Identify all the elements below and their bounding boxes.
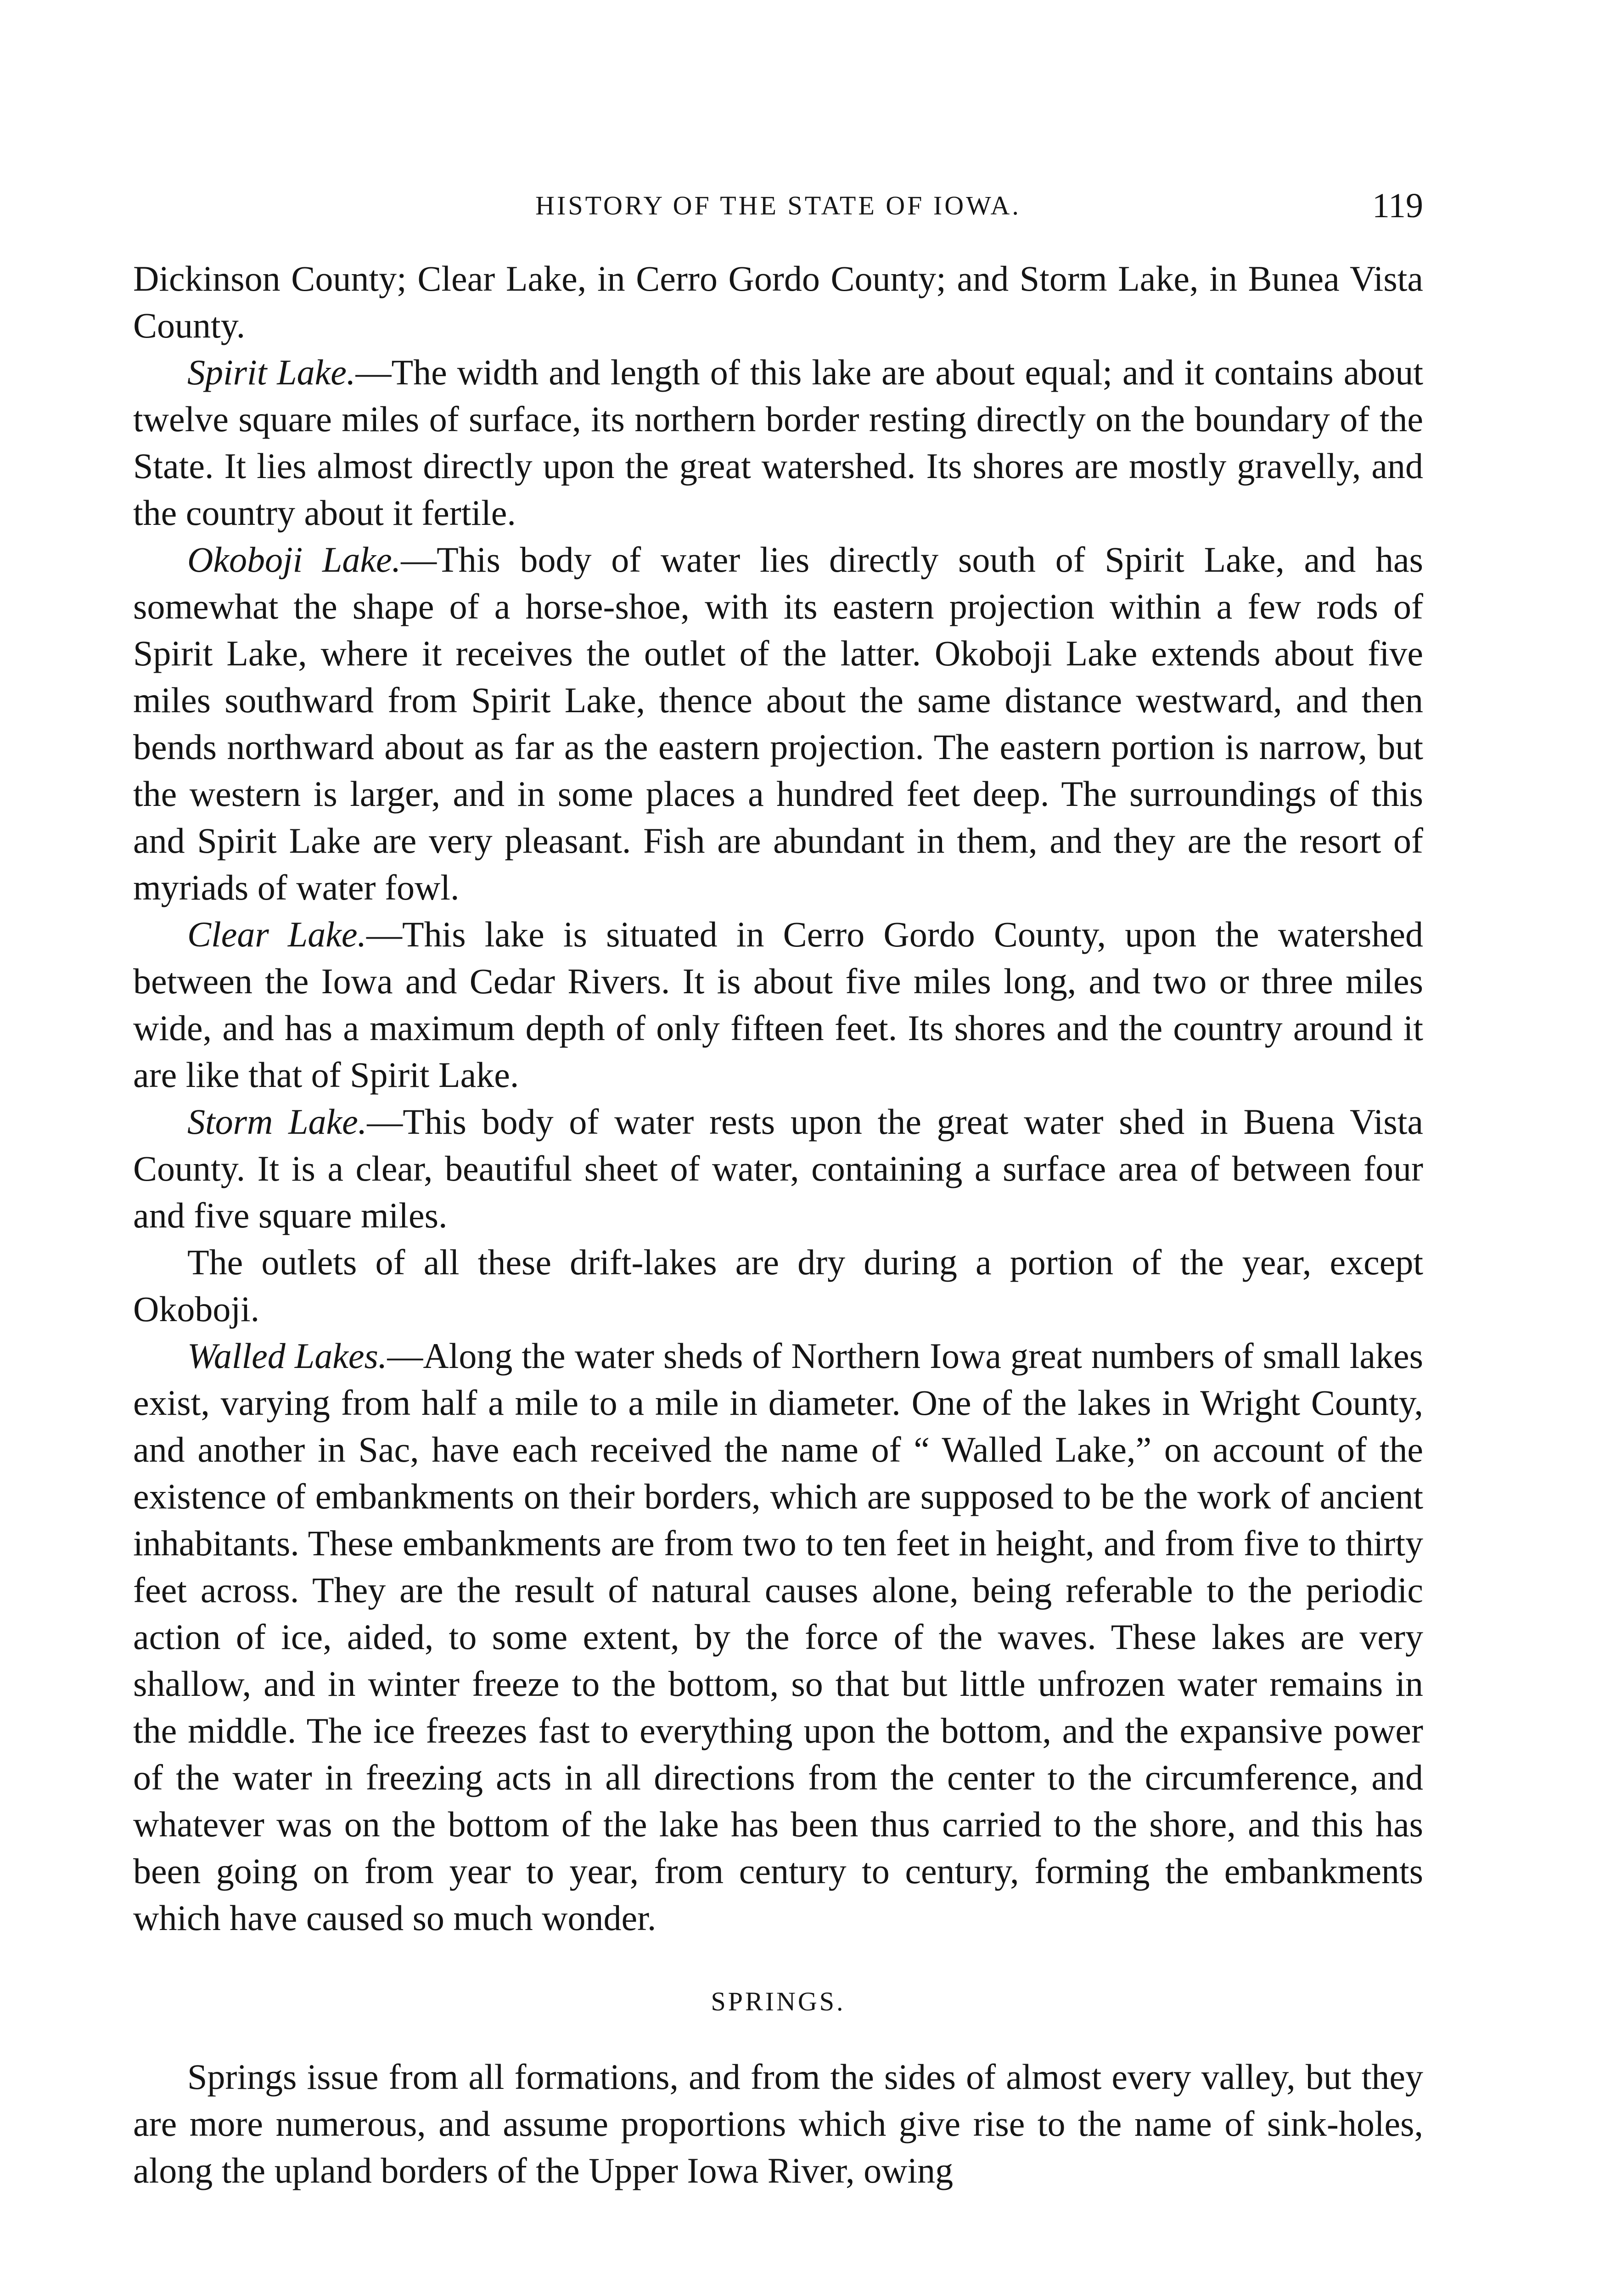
paragraph-text: —This body of water rests upon the great water shed in Buena Vista County. It is a clear, beautiful sheet of water, containing a surface area of between four and five square miles. xyxy=(133,1102,1423,1235)
paragraph-title: Okoboji Lake. xyxy=(187,540,401,580)
paragraph-title: Clear Lake. xyxy=(187,914,366,954)
paragraph-spirit-lake xyxy=(133,349,1423,536)
paragraph-walled-lakes xyxy=(133,1333,1423,1941)
paragraph-continuation xyxy=(133,255,1423,349)
paragraph-text: —The width and length of this lake are about equal; and it contains about twelve square miles of surface, its northern border resting directly on the boundary of the State. It lies almost directly upon the great watershed. Its shores are mostly gravelly, and the country about it fertile. xyxy=(133,352,1423,533)
paragraph-storm-lake xyxy=(133,1098,1423,1239)
paragraph-okoboji-lake xyxy=(133,536,1423,911)
paragraph-clear-lake xyxy=(133,911,1423,1098)
paragraph-text: Dickinson County; Clear Lake, in Cerro Gordo County; and Storm Lake, in Bunea Vista County. xyxy=(133,259,1423,345)
paragraph-text: —This lake is situated in Cerro Gordo County, upon the watershed between the Iowa and Cedar Rivers. It is about five miles long, and two or three miles wide, and has a maximum depth of only fifteen feet. Its shores and the country around it are like that of Spirit Lake. xyxy=(133,914,1423,1095)
paragraph-text: Springs issue from all formations, and from the sides of almost every valley, but they are more numerous, and assume proportions which give rise to the name of sink-holes, along the upland borders of the Upper Iowa River, owing xyxy=(133,2057,1423,2190)
section-heading-springs: SPRINGS. xyxy=(711,1986,846,2016)
page-number: 119 xyxy=(1372,186,1423,225)
paragraph-text: —Along the water sheds of Northern Iowa great numbers of small lakes exist, varying from half a mile to a mile in diameter. One of the lakes in Wright County, and another in Sac, have each received the name of “ Walled Lake,” on account of the existence of embankments on their borders, which are supposed to be the work of ancient inhabitants. These embankments are from two to ten feet in height, and from five to thirty feet across. They are the result of natural causes alone, being referable to the periodic action of ice, aided, to some extent, by the force of the waves. These lakes are very shallow, and in winter freeze to the bottom, so that but little unfrozen water remains in the middle. The ice freezes fast to everything upon the bottom, and the expansive power of the water in freezing acts in all directions from the center to the circumference, and whatever was on the bottom of the lake has been thus carried to the shore, and this has been going on from year to year, from century to century, forming the embankments which have caused so much wonder. xyxy=(133,1336,1423,1938)
paragraph-title: Storm Lake. xyxy=(187,1102,367,1142)
paragraph-title: Walled Lakes. xyxy=(187,1336,387,1376)
paragraph-springs xyxy=(133,2054,1423,2194)
running-head xyxy=(133,183,1423,229)
paragraph-outlets xyxy=(133,1239,1423,1333)
body-text xyxy=(133,255,1423,2194)
running-title: HISTORY OF THE STATE OF IOWA. xyxy=(535,191,1021,220)
paragraph-text: The outlets of all these drift-lakes are dry during a portion of the year, except Okoboji. xyxy=(133,1242,1423,1329)
paragraph-text: —This body of water lies directly south of Spirit Lake, and has somewhat the shape of a horse-shoe, with its eastern projection within a few rods of Spirit Lake, where it receives the outlet of the latter. Okoboji Lake extends about five miles southward from Spirit Lake, thence about the same distance westward, and then bends northward about as far as the eastern projection. The eastern portion is narrow, but the western is larger, and in some places a hundred feet deep. The surroundings of this and Spirit Lake are very pleasant. Fish are abundant in them, and they are the resort of myriads of water fowl. xyxy=(133,540,1423,907)
paragraph-title: Spirit Lake. xyxy=(187,352,356,392)
